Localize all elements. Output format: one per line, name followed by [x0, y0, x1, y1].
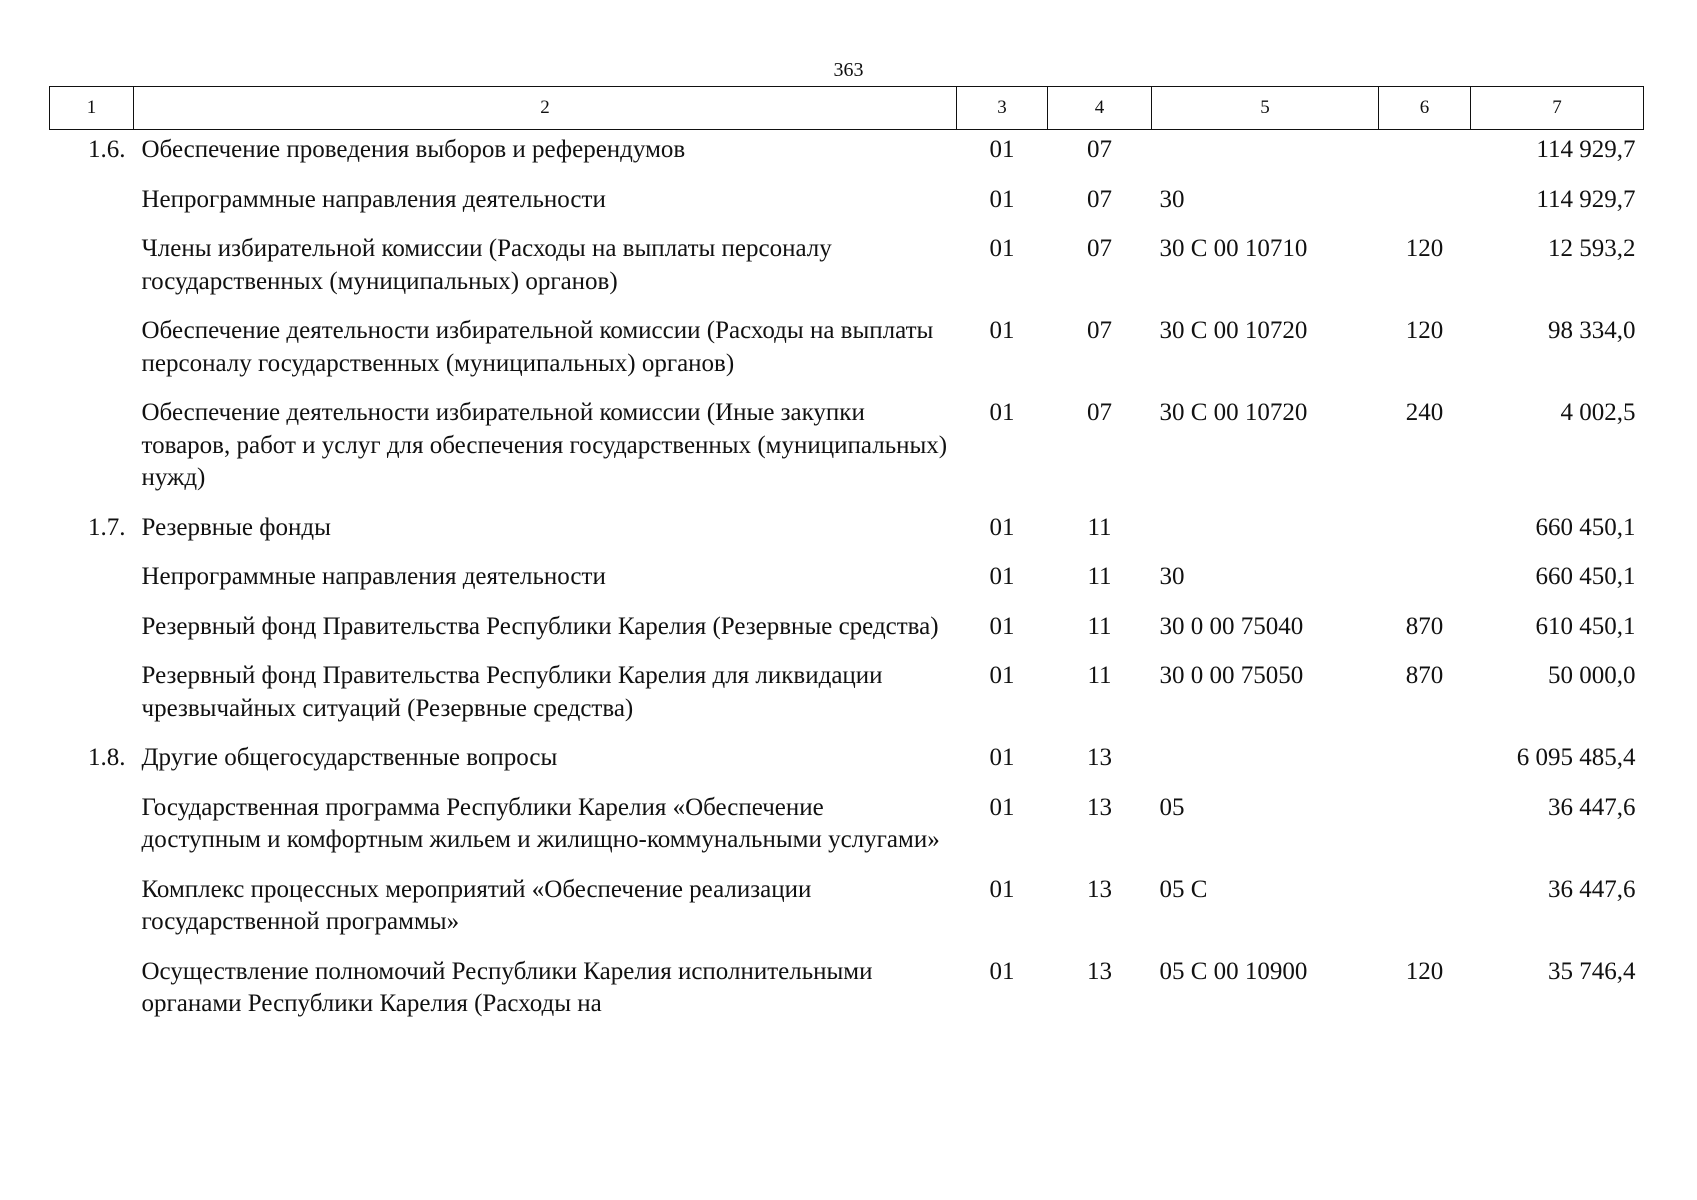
row-section: 01	[989, 136, 1015, 163]
table-row	[50, 315, 1644, 397]
row-amount: 114 929,7	[1536, 136, 1636, 163]
row-number: 1.7.	[88, 513, 126, 541]
row-target-code: 30 С 00 10720	[1159, 399, 1308, 426]
row-amount: 4 002,5	[1560, 399, 1636, 426]
row-number	[50, 611, 134, 661]
row-amount: 36 447,6	[1548, 793, 1636, 821]
row-name: Государственная программа Республики Карелия «Обеспечение доступным и комфортным жильем и жилищно-коммунальными услугами»	[141, 793, 940, 853]
row-subsection: 07	[1087, 317, 1112, 344]
table-row	[50, 792, 1644, 874]
row-subsection: 07	[1087, 185, 1112, 213]
row-target-code: 30 С 00 10710	[1159, 235, 1308, 262]
row-name: Члены избирательной комиссии (Расходы на выплаты персоналу государственных (муниципальных) органов)	[141, 235, 832, 295]
col-header-2: 2	[134, 87, 957, 130]
row-number: 1.6.	[88, 136, 126, 163]
row-section: 01	[989, 793, 1015, 821]
row-expense-type	[1379, 742, 1471, 792]
row-name: Непрограммные направления деятельности	[141, 563, 606, 590]
row-amount: 660 450,1	[1535, 563, 1636, 590]
row-expense-type: 240	[1405, 399, 1444, 426]
row-amount: 6 095 485,4	[1516, 744, 1636, 771]
row-name: Обеспечение деятельности избирательной комиссии (Иные закупки товаров, работ и услуг для обеспечения государственных (муниципальных) нужд)	[141, 399, 948, 491]
row-expense-type: 870	[1405, 612, 1444, 640]
table-row	[50, 184, 1644, 234]
row-subsection: 11	[1087, 612, 1112, 640]
table-row	[50, 611, 1644, 661]
table-row	[50, 130, 1644, 184]
row-expense-type	[1379, 874, 1471, 956]
row-section: 01	[989, 612, 1015, 640]
row-name: Комплекс процессных мероприятий «Обеспечение реализации государственной программы»	[141, 875, 812, 935]
row-target-code: 30 0 00 75040	[1159, 612, 1304, 640]
row-target-code	[1152, 130, 1379, 184]
row-section: 01	[989, 185, 1015, 213]
row-amount: 610 450,1	[1535, 612, 1636, 640]
row-subsection: 11	[1087, 662, 1112, 689]
row-subsection: 13	[1087, 793, 1112, 821]
row-section: 01	[989, 662, 1015, 689]
row-number: 1.8.	[88, 744, 126, 771]
table-row	[50, 233, 1644, 315]
col-header-4: 4	[1048, 87, 1152, 130]
row-subsection: 13	[1087, 957, 1112, 985]
row-section: 01	[989, 235, 1015, 262]
row-amount: 98 334,0	[1548, 317, 1636, 344]
col-header-1: 1	[50, 87, 134, 130]
row-expense-type	[1379, 792, 1471, 874]
row-number	[50, 874, 134, 956]
row-amount: 660 450,1	[1535, 513, 1636, 541]
row-expense-type: 870	[1405, 662, 1444, 689]
col-header-7: 7	[1471, 87, 1644, 130]
table-row	[50, 397, 1644, 512]
row-number	[50, 184, 134, 234]
row-target-code	[1152, 742, 1379, 792]
row-target-code: 30 0 00 75050	[1159, 662, 1304, 689]
row-name: Обеспечение проведения выборов и референдумов	[141, 136, 686, 163]
row-section: 01	[989, 744, 1015, 771]
row-number	[50, 660, 134, 742]
row-name: Резервный фонд Правительства Республики Карелия (Резервные средства)	[141, 612, 939, 640]
row-number	[50, 397, 134, 512]
row-expense-type: 120	[1405, 317, 1444, 344]
table-row	[50, 512, 1644, 562]
row-name: Резервные фонды	[141, 513, 331, 541]
row-target-code: 05 С 00 10900	[1159, 957, 1308, 985]
row-amount: 114 929,7	[1536, 185, 1636, 213]
row-amount: 36 447,6	[1548, 875, 1636, 903]
header-row	[50, 87, 1644, 130]
row-target-code: 05 С	[1159, 875, 1208, 903]
row-number	[50, 561, 134, 611]
row-section: 01	[989, 317, 1015, 344]
row-amount: 50 000,0	[1548, 662, 1636, 689]
table-row	[50, 561, 1644, 611]
row-number	[50, 315, 134, 397]
row-subsection: 07	[1087, 235, 1112, 262]
row-number	[50, 956, 134, 1038]
table-row	[50, 660, 1644, 742]
table-row	[50, 874, 1644, 956]
row-expense-type: 120	[1405, 235, 1444, 262]
col-header-6: 6	[1379, 87, 1471, 130]
row-section: 01	[989, 875, 1015, 903]
row-section: 01	[989, 513, 1015, 541]
row-name: Обеспечение деятельности избирательной комиссии (Расходы на выплаты персоналу государственных (муниципальных) органов)	[141, 317, 934, 377]
row-name: Резервный фонд Правительства Республики Карелия для ликвидации чрезвычайных ситуаций (Резервные средства)	[141, 662, 883, 722]
table-row	[50, 742, 1644, 792]
row-section: 01	[989, 399, 1015, 426]
row-subsection: 11	[1087, 563, 1112, 590]
budget-table	[49, 86, 1644, 1038]
row-target-code	[1152, 512, 1379, 562]
row-name: Осуществление полномочий Республики Карелия исполнительными органами Республики Карелия (Расходы на	[141, 957, 873, 1017]
row-amount: 12 593,2	[1548, 235, 1636, 262]
row-number	[50, 233, 134, 315]
row-section: 01	[989, 957, 1015, 985]
row-number	[50, 792, 134, 874]
row-expense-type	[1379, 130, 1471, 184]
row-target-code: 05	[1159, 793, 1185, 821]
row-target-code: 30 С 00 10720	[1159, 317, 1308, 344]
row-target-code: 30	[1159, 185, 1185, 213]
row-expense-type	[1379, 184, 1471, 234]
page-number: 363	[833, 59, 864, 81]
row-subsection: 07	[1087, 399, 1112, 426]
row-expense-type	[1379, 512, 1471, 562]
row-subsection: 13	[1087, 875, 1112, 903]
row-target-code: 30	[1159, 563, 1185, 590]
row-subsection: 07	[1087, 136, 1112, 163]
col-header-3: 3	[957, 87, 1048, 130]
table-row	[50, 956, 1644, 1038]
row-name: Непрограммные направления деятельности	[141, 185, 606, 213]
row-expense-type	[1379, 561, 1471, 611]
row-amount: 35 746,4	[1548, 957, 1636, 985]
row-name: Другие общегосударственные вопросы	[141, 744, 558, 771]
row-section: 01	[989, 563, 1015, 590]
row-subsection: 13	[1087, 744, 1112, 771]
col-header-5: 5	[1152, 87, 1379, 130]
row-expense-type: 120	[1405, 957, 1444, 985]
row-subsection: 11	[1087, 513, 1112, 541]
